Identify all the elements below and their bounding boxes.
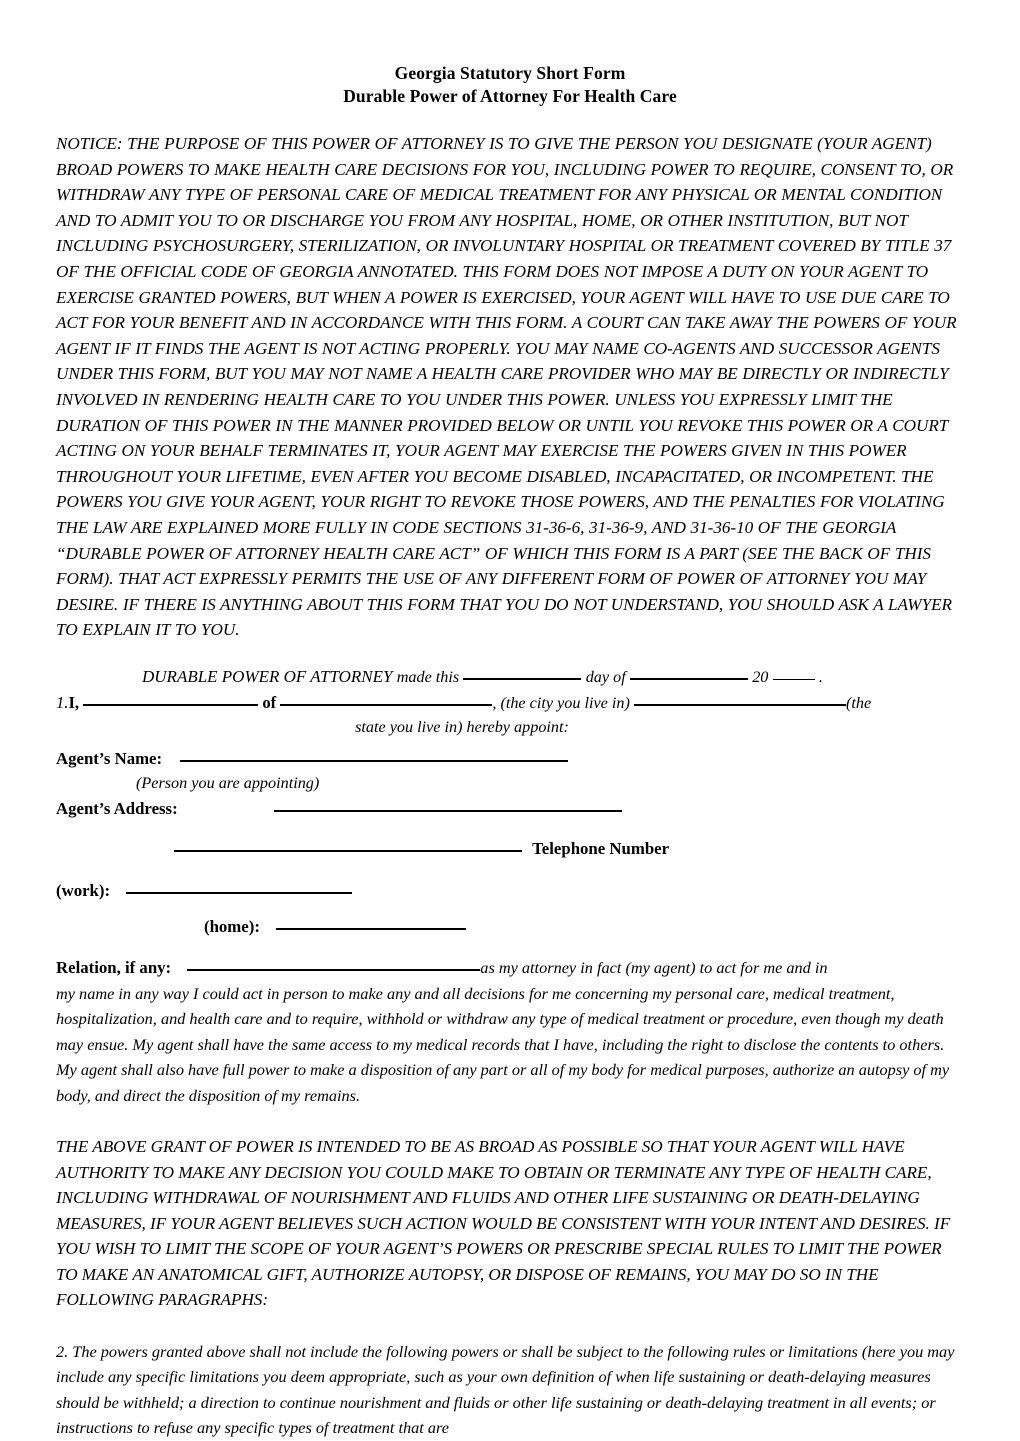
agent-address-input-line[interactable] <box>274 810 622 812</box>
document-title <box>0 62 1020 108</box>
relation-tail-text: as my attorney in fact (my agent) to act for me and in <box>480 957 828 977</box>
the-word: (the <box>846 693 872 712</box>
relation-input-line[interactable] <box>187 969 480 971</box>
state-note-row: state you live in) hereby appoint: <box>355 717 569 736</box>
made-this-label: made this <box>396 667 460 686</box>
date-line-row <box>56 665 964 689</box>
city-note: , (the city you live in) <box>492 693 630 712</box>
principal-line-row <box>56 690 964 716</box>
notice-paragraph: NOTICE: THE PURPOSE OF THIS POWER OF ATTORNEY IS TO GIVE THE PERSON YOU DESIGNATE (YOUR AGENT) BROAD POWERS TO MAKE HEALTH CARE DECISIONS FOR YOU, INCLUDING POWER TO REQUIRE, CONSENT TO, OR WITHDRAW ANY TYPE OF PERSONAL CARE OF MEDICAL TREATMENT FOR ANY PHYSICAL OR MENTAL CONDITION AND TO ADMIT YOU TO OR DISCHARGE YOU FROM ANY HOSPITAL, HOME, OR OTHER INSTITUTION, BUT NOT INCLUDING PSYCHOSURGERY, STERILIZATION, OR INVOLUNTARY HOSPITAL OR TREATMENT COVERED BY TITLE 37 OF THE OFFICIAL CODE OF GEORGIA ANNOTATED. THIS FORM DOES NOT IMPOSE A DUTY ON YOUR AGENT TO EXERCISE GRANTED POWERS, BUT WHEN A POWER IS EXERCISED, YOUR AGENT WILL HAVE TO USE DUE CARE TO ACT FOR YOUR BENEFIT AND IN ACCORDANCE WITH THIS FORM. A COURT CAN TAKE AWAY THE POWERS OF YOUR AGENT IF IT FINDS THE AGENT IS NOT ACTING PROPERLY. YOU MAY NAME CO-AGENTS AND SUCCESSOR AGENTS UNDER THIS FORM, BUT YOU MAY NOT NAME A HEALTH CARE PROVIDER WHO MAY BE DIRECTLY OR INDIRECTLY INVOLVED IN RENDERING HEALTH CARE TO YOU UNDER THIS POWER. UNLESS YOU EXPRESSLY LIMIT THE DURATION OF THIS POWER IN THE MANNER PROVIDED BELOW OR UNTIL YOU REVOKE THIS POWER OR A COURT ACTING ON YOUR BEHALF TERMINATES IT, YOUR AGENT MAY EXERCISE THE POWERS GIVEN IN THIS POWER THROUGHOUT YOUR LIFETIME, EVEN AFTER YOU BECOME DISABLED, INCAPACITATED, OR INCOMPETENT. THE POWERS YOU GIVE YOUR AGENT, YOUR RIGHT TO REVOKE THOSE POWERS, AND THE PENALTIES FOR VIOLATING THE LAW ARE EXPLAINED MORE FULLY IN CODE SECTIONS 31-36-6, 31-36-9, AND 31-36-10 OF THE GEORGIA “DURABLE POWER OF ATTORNEY HEALTH CARE ACT” OF WHICH THIS FORM IS A PART (SEE THE BACK OF THIS FORM). THAT ACT EXPRESSLY PERMITS THE USE OF ANY DIFFERENT FORM OF POWER OF ATTORNEY YOU MAY DESIRE. IF THERE IS ANYTHING ABOUT THIS FORM THAT YOU DO NOT UNDERSTAND, YOU SHOULD ASK A LAWYER TO EXPLAIN IT TO YOU. <box>56 134 957 640</box>
day-of-label: day of <box>585 667 626 686</box>
title-line-1: Georgia Statutory Short Form <box>394 63 626 83</box>
day-input-line[interactable] <box>463 678 581 680</box>
agent-name-label: Agent’s Name: <box>56 748 163 768</box>
year-input-line[interactable] <box>773 679 815 680</box>
relation-row <box>56 955 964 981</box>
work-phone-row <box>56 878 964 904</box>
telephone-input-line[interactable] <box>174 850 522 852</box>
city-input-line[interactable] <box>280 704 492 706</box>
agent-powers-paragraph: my name in any way I could act in person to make any and all decisions for me concerning my personal care, medical treatment, hospitalization, and health care and to require, withhold or withdraw any type of medical treatment or procedure, even though my death may ensue. My agent shall have the same access to my medical records that I have, including the right to disclose the contents to others. My agent shall also have full power to make a disposition of any part or all of my body for medical purposes, authorize an autopsy of my body, and direct the disposition of my remains. <box>56 983 950 1105</box>
agent-address-label: Agent’s Address: <box>56 798 178 818</box>
title-line-2: Durable Power of Attorney For Health Care <box>343 86 677 106</box>
year-prefix-label: 20 <box>752 667 769 686</box>
i-label: I, <box>68 692 80 712</box>
home-phone-label: (home): <box>204 916 260 936</box>
date-period: . <box>818 667 823 686</box>
agent-name-hint: (Person you are appointing) <box>136 773 320 792</box>
principal-name-input-line[interactable] <box>83 704 258 706</box>
month-input-line[interactable] <box>630 678 748 680</box>
agent-name-row <box>56 746 964 772</box>
agent-address-row <box>56 796 964 822</box>
telephone-row <box>56 836 964 862</box>
above-grant-paragraph: THE ABOVE GRANT OF POWER IS INTENDED TO BE AS BROAD AS POSSIBLE SO THAT YOUR AGENT WILL HAVE AUTHORITY TO MAKE ANY DECISION YOU COULD MAKE TO OBTAIN OR TERMINATE ANY TYPE OF HEALTH CARE, INCLUDING WITHDRAWAL OF NOURISHMENT AND FLUIDS AND OTHER LIFE SUSTAINING OR DEATH-DELAYING MEASURES, IF YOUR AGENT BELIEVES SUCH ACTION WOULD BE CONSISTENT WITH YOUR INTENT AND DESIRES. IF YOU WISH TO LIMIT THE SCOPE OF YOUR AGENT’S POWERS OR PRESCRIBE SPECIAL RULES TO LIMIT THE POWER TO MAKE AN ANATOMICAL GIFT, AUTHORIZE AUTOPSY, OR DISPOSE OF REMAINS, YOU MAY DO SO IN THE FOLLOWING PARAGRAPHS: <box>56 1136 951 1310</box>
telephone-label: Telephone Number <box>532 838 670 858</box>
state-input-line[interactable] <box>634 704 846 706</box>
durable-power-heading: DURABLE POWER OF ATTORNEY <box>142 666 393 686</box>
item-two-paragraph: 2. The powers granted above shall not include the following powers or shall be subject to the following rules or limitations (here you may include any specific limitations you deem appropriate, such as your own definition of when life sustaining or death-delaying measures should be withheld; a direction to continue nourishment and fluids or other life sustaining or death-delaying treatment in all events; or instructions to refuse any specific types of treatment that are <box>56 1342 955 1438</box>
home-phone-input-line[interactable] <box>276 928 466 930</box>
relation-label: Relation, if any: <box>56 957 172 977</box>
work-phone-label: (work): <box>56 880 111 900</box>
agent-name-input-line[interactable] <box>180 760 568 762</box>
item-number-1: 1. <box>56 692 69 712</box>
of-label: of <box>262 692 277 712</box>
home-phone-row <box>56 914 964 940</box>
form-fields-section <box>56 665 964 981</box>
document-body <box>56 131 964 1441</box>
work-phone-input-line[interactable] <box>126 892 352 894</box>
